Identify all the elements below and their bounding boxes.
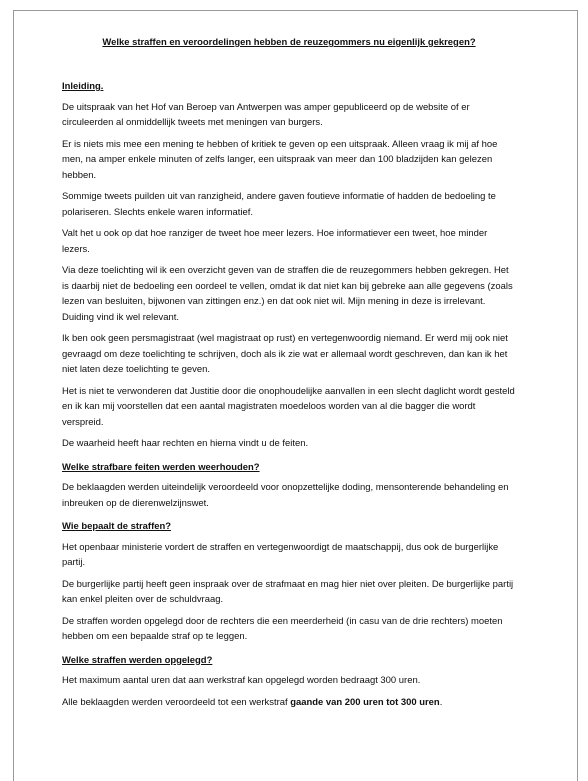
document-page — [13, 10, 578, 781]
paragraph: De burgerlijke partij heeft geen inspraak over de strafmaat en mag hier niet over pleiten. De burgerlijke partij kan enkel pleiten over de schuldvraag. — [62, 578, 514, 605]
section-heading-facts: Welke strafbare feiten werden weerhouden? — [62, 461, 260, 473]
paragraph: Het openbaar ministerie vordert de straffen en vertegenwoordigt de maatschappij, dus ook de burgerlijke partij. — [62, 541, 499, 568]
section-heading-intro: Inleiding. — [62, 81, 104, 92]
paragraph: Via deze toelichting wil ik een overzicht geven van de straffen die de reuzegommers hebben gekregen. Het is daarbij niet de bedoeling een oordeel te vellen, omdat ik dat niet kan bij gebreke aan alle gegevens (zoals lezen van besluiten, bijwonen van zittingen enz.) en dat ook niet wil. Mijn mening in deze is irrelevant. Duiding vind ik wel relevant. — [62, 265, 513, 323]
paragraph: Het is niet te verwonderen dat Justitie door die onophoudelijke aanvallen in een slecht daglicht wordt gesteld en ik kan mij voorstellen dat een aantal magistraten moedeloos worden van al die bagger die wordt verspreid. — [62, 385, 515, 428]
paragraph-last-suffix: . — [439, 696, 443, 708]
paragraph-last — [62, 695, 516, 711]
paragraph: De straffen worden opgelegd door de rechters die een meerderheid (in casu van de drie rechters) moeten hebben om een bepaalde straf op te leggen. — [62, 615, 503, 642]
section-heading-imposed: Welke straffen werden opgelegd? — [62, 654, 213, 666]
paragraph: De waarheid heeft haar rechten en hierna vindt u de feiten. — [62, 438, 309, 449]
paragraph: Ik ben ook geen persmagistraat (wel magistraat op rust) en vertegenwoordig niemand. Er werd mij ook niet gevraagd om deze toelichting te schrijven, doch als ik zie wat er allemaal wordt geschreven, dan kan ik het niet laten deze toelichting te geven. — [62, 333, 508, 375]
paragraph-last-prefix: Alle beklaagden werden veroordeeld tot een werkstraf — [62, 696, 291, 708]
section-heading-who: Wie bepaalt de straffen? — [62, 521, 171, 532]
paragraph: Het maximum aantal uren dat aan werkstraf kan opgelegd worden bedraagt 300 uren. — [62, 675, 421, 686]
document-title: Welke straffen en veroordelingen hebben de reuzegommers nu eigenlijk gekregen? — [102, 37, 476, 48]
document-content — [62, 37, 516, 716]
paragraph-last-emphasis: gaande van 200 uren tot 300 uren — [290, 696, 440, 708]
paragraph: Sommige tweets puilden uit van ranzigheid, andere gaven foutieve informatie of hadden de bedoeling te polariseren. Slechts enkele waren informatief. — [62, 191, 496, 218]
paragraph: De beklaagden werden uiteindelijk veroordeeld voor onopzettelijke doding, mensonterende behandeling en inbreuken op de dierenwelzijnswet. — [62, 482, 509, 509]
paragraph: Valt het u ook op dat hoe ranziger de tweet hoe meer lezers. Hoe informatiever een tweet, hoe minder lezers. — [62, 228, 488, 255]
paragraph: De uitspraak van het Hof van Beroep van Antwerpen was amper gepubliceerd op de website of er circuleerden al onmiddellijk tweets met meningen van burgers. — [62, 101, 470, 128]
paragraph: Er is niets mis mee een mening te hebben of kritiek te geven op een uitspraak. Alleen vraag ik mij af hoe men, na amper enkele minuten of zelfs langer, een uitspraak van meer dan 100 bladzijden kan gelezen hebben. — [62, 138, 498, 181]
